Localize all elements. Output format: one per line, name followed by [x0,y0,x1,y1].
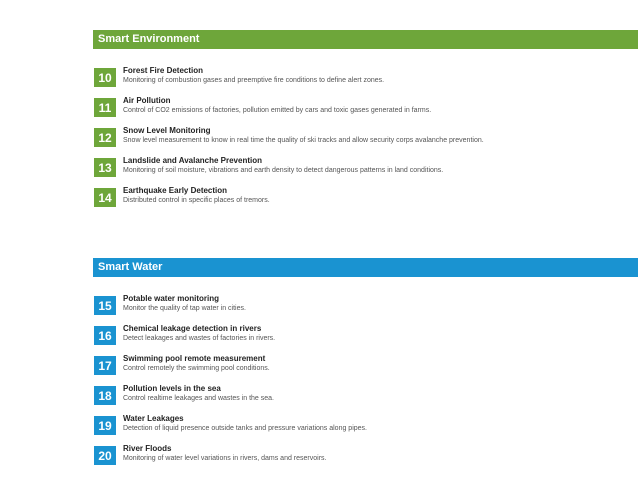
item-title: Potable water monitoring [123,294,220,303]
list-item [94,354,270,376]
item-title: Water Leakages [123,414,184,423]
item-title: Chemical leakage detection in rivers [123,324,262,333]
section-header-smart-environment: Smart Environment [93,30,638,49]
list-item [94,96,431,118]
list-item [94,414,367,436]
item-number-badge: 14 [94,188,116,207]
item-number-badge: 18 [94,386,116,405]
item-number-badge: 11 [94,98,116,117]
list-item [94,126,484,148]
item-description: Monitoring of water level variations in rivers, dams and reservoirs. [123,455,327,462]
item-number-badge: 20 [94,446,116,465]
list-item [94,186,270,208]
list-item [94,444,326,466]
item-description: Distributed control in specific places of tremors. [123,197,270,204]
item-number-badge: 12 [94,128,116,147]
item-title: Swimming pool remote measurement [123,354,266,363]
item-description: Monitoring of soil moisture, vibrations and earth density to detect dangerous patterns in land conditions. [123,167,444,174]
item-description: Control remotely the swimming pool conditions. [123,365,270,372]
item-description: Monitor the quality of tap water in cities. [123,305,246,312]
list-item [94,156,443,178]
item-title: Earthquake Early Detection [123,186,228,195]
list-item [94,294,246,316]
list-item [94,66,384,88]
item-number-badge: 16 [94,326,116,345]
item-title: Pollution levels in the sea [123,384,221,393]
item-title: River Floods [123,444,172,453]
item-description: Monitoring of combustion gases and preemptive fire conditions to define alert zones. [123,77,385,84]
item-number-badge: 10 [94,68,116,87]
item-description: Detection of liquid presence outside tanks and pressure variations along pipes. [123,425,367,432]
item-title: Landslide and Avalanche Prevention [123,156,262,165]
section-header-smart-water: Smart Water [93,258,638,277]
item-description: Detect leakages and wastes of factories in rivers. [123,335,276,342]
item-title: Snow Level Monitoring [123,126,211,135]
item-number-badge: 15 [94,296,116,315]
item-description: Control realtime leakages and wastes in the sea. [123,395,274,402]
list-item [94,324,275,346]
item-title: Forest Fire Detection [123,66,204,75]
item-number-badge: 13 [94,158,116,177]
item-description: Snow level measurement to know in real time the quality of ski tracks and allow security corps avalanche prevention. [123,137,484,144]
item-title: Air Pollution [123,96,171,105]
item-number-badge: 17 [94,356,116,375]
item-description: Control of CO2 emissions of factories, pollution emitted by cars and toxic gases generated in farms. [123,107,432,114]
list-item [94,384,274,406]
item-number-badge: 19 [94,416,116,435]
